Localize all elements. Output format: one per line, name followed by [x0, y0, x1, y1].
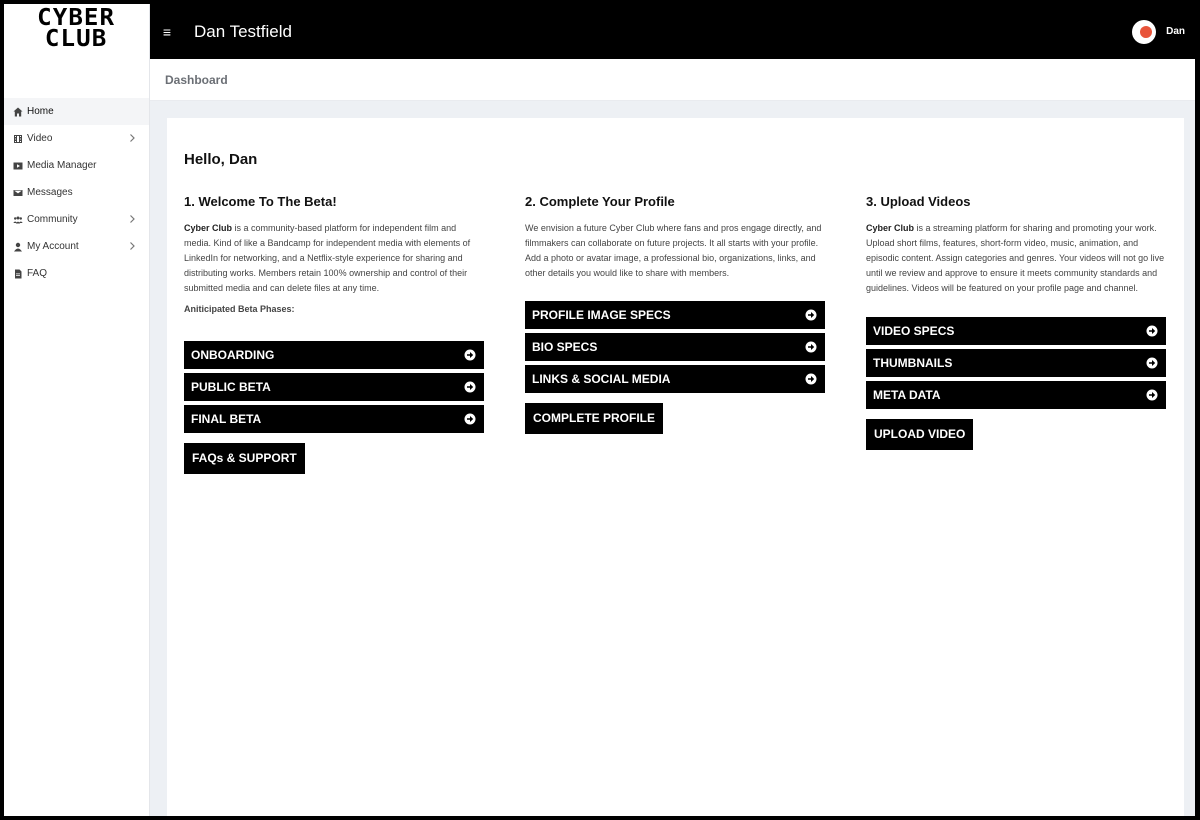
button-label: PUBLIC BETA: [191, 380, 271, 394]
button-label: VIDEO SPECS: [873, 324, 955, 338]
sidebar-nav: [4, 98, 149, 287]
arrow-circle-right-icon: [805, 373, 817, 385]
complete-profile-button[interactable]: COMPLETE PROFILE: [525, 403, 663, 434]
greeting: Hello, Dan: [184, 151, 258, 168]
section-heading: 3. Upload Videos: [866, 194, 971, 209]
profile-buttons: [525, 301, 825, 393]
logo-text: CYBER CLUB: [37, 5, 116, 52]
breadcrumb-current: Dashboard: [165, 72, 228, 87]
sidebar: [4, 4, 150, 816]
sidebar-item-label: Messages: [27, 187, 73, 198]
media-icon: [12, 160, 24, 172]
section-heading: 2. Complete Your Profile: [525, 194, 675, 209]
home-icon: [12, 106, 24, 118]
body-text: is a streaming platform for sharing and promoting your work. Upload short films, features, short-form video, music, animation, and episodic content. Assign categories and genres. Your videos will not go live until we review and approve to ensure it meets community standards and guidelines. Videos will be featured on your profile page and channel.: [866, 223, 1165, 293]
envelope-icon: [12, 187, 24, 199]
chevron-right-icon: [127, 241, 137, 251]
arrow-circle-right-icon: [805, 309, 817, 321]
section-body: We envision a future Cyber Club where fans and pros engage directly, and filmmakers can collaborate on future projects. It all starts with your profile. Add a photo or avatar image, a professional bio, organizations, links, and other details you would like to share with members.: [525, 223, 822, 278]
sidebar-item-community[interactable]: [4, 206, 149, 233]
onboarding-button[interactable]: [184, 341, 484, 369]
page-title: Dan Testfield: [194, 21, 292, 41]
sidebar-item-media-manager[interactable]: [4, 152, 149, 179]
final-beta-button[interactable]: [184, 405, 484, 433]
body-text: is a community-based platform for independent film and media. Kind of like a Bandcamp for independent media with elements of LinkedIn for networking, and a Netflix-style experience for sharing and distributing works. Members retain 100% ownership and control of their submitted media and can delete files at any time.: [184, 223, 471, 293]
sidebar-item-video[interactable]: [4, 125, 149, 152]
button-label: THUMBNAILS: [873, 356, 953, 370]
sidebar-item-label: My Account: [27, 241, 79, 252]
thumbnails-button[interactable]: [866, 349, 1166, 377]
users-icon: [12, 214, 24, 226]
sidebar-item-label: Community: [27, 214, 78, 225]
phase-buttons: [184, 341, 484, 433]
sidebar-item-label: Media Manager: [27, 160, 97, 171]
button-label: ONBOARDING: [191, 348, 275, 362]
bio-specs-button[interactable]: [525, 333, 825, 361]
meta-data-button[interactable]: [866, 381, 1166, 409]
sidebar-item-label: Home: [27, 106, 54, 117]
sidebar-item-faq[interactable]: [4, 260, 149, 287]
logo[interactable]: [4, 4, 149, 98]
brand-name: Cyber Club: [866, 223, 915, 233]
sidebar-item-home[interactable]: [4, 98, 149, 125]
profile-image-specs-button[interactable]: [525, 301, 825, 329]
public-beta-button[interactable]: [184, 373, 484, 401]
brand-name: Cyber Club: [184, 223, 233, 233]
button-label: BIO SPECS: [532, 340, 598, 354]
section-heading: 1. Welcome To The Beta!: [184, 194, 337, 209]
arrow-circle-right-icon: [464, 349, 476, 361]
phases-label: Aniticipated Beta Phases:: [184, 304, 295, 314]
upload-section: [866, 194, 1166, 450]
sidebar-item-label: FAQ: [27, 268, 48, 279]
button-label: LINKS & SOCIAL MEDIA: [532, 372, 671, 386]
user-icon: [12, 241, 24, 253]
film-icon: [12, 133, 24, 145]
video-specs-button[interactable]: [866, 317, 1166, 345]
profile-section: [525, 194, 825, 434]
user-name[interactable]: Dan: [1166, 26, 1185, 37]
sidebar-item-label: Video: [27, 133, 53, 144]
user-menu[interactable]: [1132, 20, 1185, 44]
arrow-circle-right-icon: [805, 341, 817, 353]
menu-icon[interactable]: ≡: [162, 23, 172, 40]
upload-buttons: [866, 317, 1166, 409]
sidebar-item-messages[interactable]: [4, 179, 149, 206]
document-icon: [12, 268, 24, 280]
section-body: [184, 221, 484, 296]
chevron-right-icon: [127, 214, 137, 224]
chevron-right-icon: [127, 133, 137, 143]
button-label: PROFILE IMAGE SPECS: [532, 308, 671, 322]
button-label: FINAL BETA: [191, 412, 262, 426]
avatar[interactable]: [1132, 20, 1156, 44]
button-label: META DATA: [873, 388, 941, 402]
arrow-circle-right-icon: [464, 381, 476, 393]
arrow-circle-right-icon: [1146, 357, 1158, 369]
sidebar-item-my-account[interactable]: [4, 233, 149, 260]
top-bar: [150, 4, 1195, 59]
breadcrumb: [150, 59, 1195, 101]
welcome-section: [184, 194, 484, 474]
arrow-circle-right-icon: [1146, 325, 1158, 337]
faqs-support-button[interactable]: FAQs & SUPPORT: [184, 443, 305, 474]
dashboard-card: [167, 118, 1184, 816]
upload-video-button[interactable]: UPLOAD VIDEO: [866, 419, 973, 450]
section-body: [866, 221, 1166, 296]
arrow-circle-right-icon: [1146, 389, 1158, 401]
links-social-media-button[interactable]: [525, 365, 825, 393]
avatar-dot: [1140, 26, 1152, 38]
arrow-circle-right-icon: [464, 413, 476, 425]
